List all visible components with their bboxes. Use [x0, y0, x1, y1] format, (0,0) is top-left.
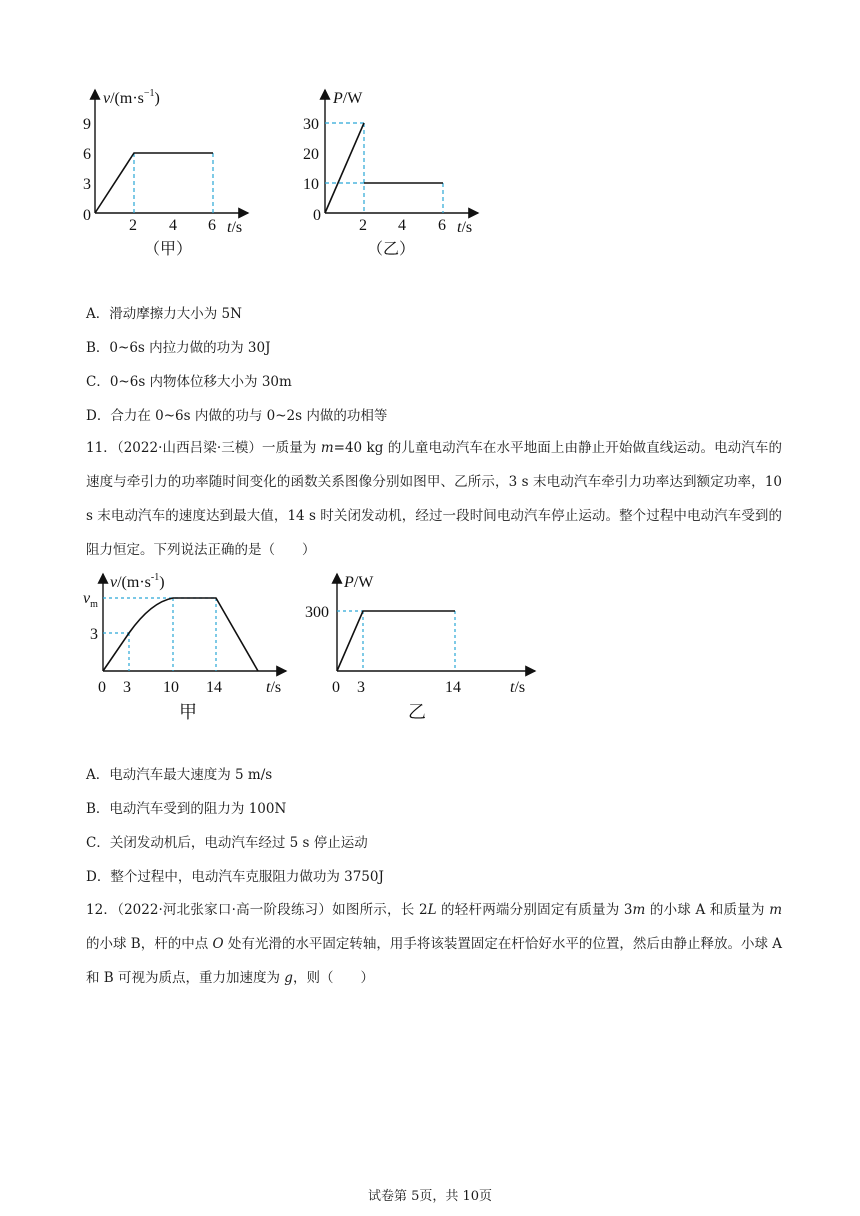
- x-axis-label: t/s: [227, 219, 243, 236]
- x-tick-14: 14: [206, 679, 222, 696]
- q11-option-c: C．关闭发动机后，电动汽车经过 5 s 停止运动: [86, 835, 368, 851]
- x-tick-10: 10: [163, 679, 179, 696]
- y-axis-label: P/W: [333, 90, 363, 107]
- power-curve: [337, 611, 455, 671]
- y-tick-300: 300: [305, 604, 329, 621]
- x-tick-3: 3: [123, 679, 131, 696]
- y-tick-vm: $v_m$: [83, 590, 98, 610]
- y-tick-3: 3: [90, 626, 98, 643]
- x-tick-14: 14: [445, 679, 461, 696]
- y-tick-20: 20: [303, 146, 319, 163]
- figure-caption: （乙）: [367, 241, 416, 258]
- figure-2b-pt-graph: [305, 566, 545, 726]
- velocity-curve: [95, 153, 213, 213]
- figure-caption: 乙: [408, 702, 426, 722]
- x-tick-3: 3: [357, 679, 365, 696]
- q11-option-b: B．电动汽车受到的阻力为 100N: [86, 801, 287, 817]
- page-footer: 试卷第 5页，共 10页: [367, 1189, 493, 1204]
- velocity-curve: [103, 598, 258, 671]
- x-tick-2: 2: [359, 217, 367, 234]
- x-axis-label: t/s: [510, 679, 526, 696]
- x-tick-6: 6: [208, 217, 216, 234]
- x-tick-0: 0: [332, 679, 340, 696]
- x-tick-6: 6: [438, 217, 446, 234]
- q10-option-c: C．0~6s 内物体位移大小为 30m: [86, 374, 292, 390]
- figure-1b-pt-graph: [295, 80, 495, 265]
- figure-2a-vt-graph: [76, 566, 306, 726]
- x-axis-label: t/s: [266, 679, 282, 696]
- figure-1a-vt-graph: [70, 80, 260, 265]
- q11-option-a: A．电动汽车最大速度为 5 m/s: [86, 767, 273, 783]
- q12-stem: 12．（2022·河北张家口·高一阶段练习）如图所示，长 2L 的轻杆两端分别固定有质量为 3m 的小球 A 和质量为 m 的小球 B，杆的中点 O 处有光滑的水平固定转轴，用手将该装置固定在杆恰好水平的位置，然后由静止释放。小球 A 和 B 可视为质点，重力加速度为 g，则（ ）: [86, 902, 783, 986]
- y-axis-label: P/W: [344, 574, 374, 591]
- y-tick-9: 9: [83, 116, 91, 133]
- figure-caption: 甲: [179, 702, 197, 722]
- x-tick-2: 2: [129, 217, 137, 234]
- q10-option-d: D．合力在 0~6s 内做的功与 0~2s 内做的功相等: [86, 408, 388, 424]
- x-tick-0: 0: [98, 679, 106, 696]
- x-tick-4: 4: [169, 217, 177, 234]
- origin-label: 0: [83, 207, 91, 224]
- y-axis-label: $v/(m\cdot s^{-1})$: [110, 572, 165, 591]
- q11-stem: 11．（2022·山西吕梁·三模）一质量为 m=40 kg 的儿童电动汽车在水平地面上由静止开始做直线运动。电动汽车的速度与牵引力的功率随时间变化的函数关系图像分别如图甲、乙所示，3 s 末电动汽车牵引力功率达到额定功率，10 s 末电动汽车的速度达到最大值，14 s 时关闭发动机，经过一段时间电动汽车停止运动。整个过程中电动汽车受到的阻力恒定。下列说法正确的是（ ）: [86, 440, 782, 558]
- y-tick-3: 3: [83, 176, 91, 193]
- y-tick-6: 6: [83, 146, 91, 163]
- origin-label: 0: [313, 207, 321, 224]
- figure-caption: （甲）: [144, 241, 193, 258]
- y-tick-10: 10: [303, 176, 319, 193]
- q10-option-a: A．滑动摩擦力大小为 5N: [86, 306, 242, 322]
- x-axis-label: t/s: [457, 219, 473, 236]
- q11-option-d: D．整个过程中，电动汽车克服阻力做功为 3750J: [86, 869, 384, 885]
- y-axis-label: $v/(m\cdot s^{-1})$: [103, 88, 160, 107]
- power-ramp: [325, 123, 364, 213]
- q10-option-b: B．0~6s 内拉力做的功为 30J: [86, 340, 271, 356]
- y-tick-30: 30: [303, 116, 319, 133]
- x-tick-4: 4: [398, 217, 406, 234]
